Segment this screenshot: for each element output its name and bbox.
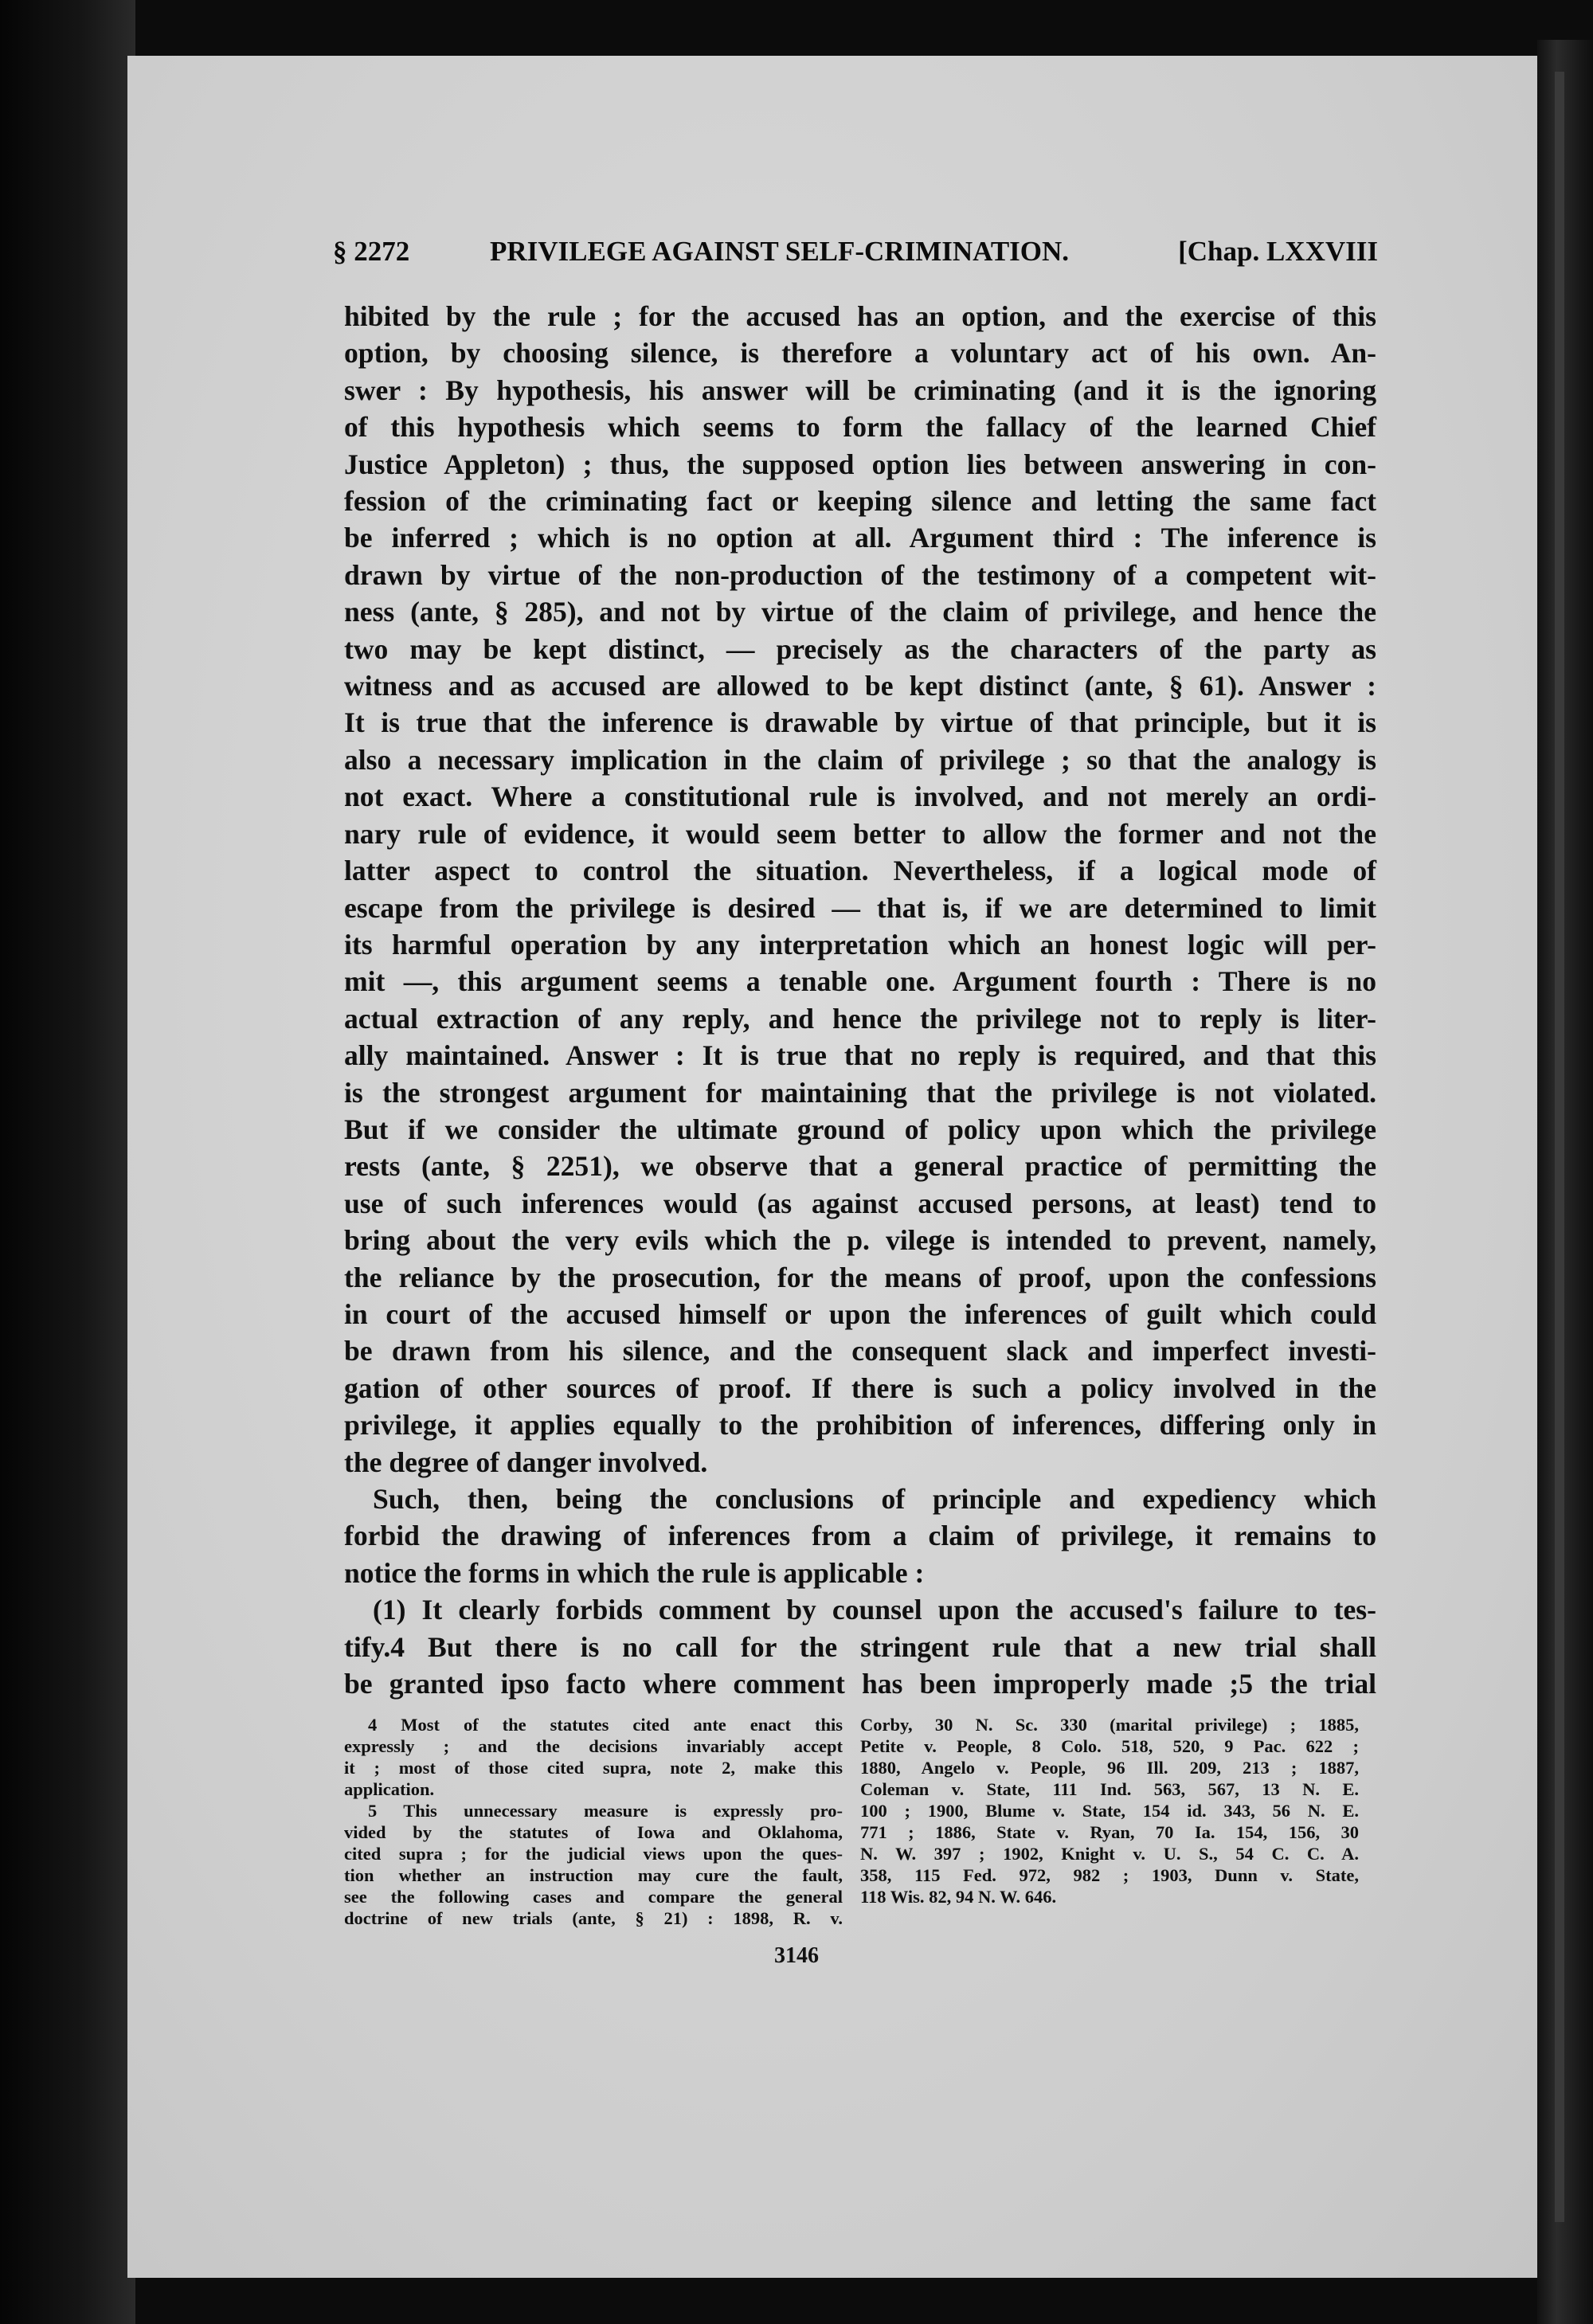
footnotes-right-column	[860, 1714, 1359, 1907]
body-line: ally maintained. Answer : It is true that no reply is required, and that this	[344, 1039, 1376, 1072]
header-title: PRIVILEGE AGAINST SELF-CRIMINATION.	[490, 236, 1070, 267]
footnote-line: tion whether an instruction may cure the fault,	[344, 1865, 843, 1885]
body-line: privilege, it applies equally to the prohibition of inferences, differing only in	[344, 1409, 1376, 1442]
body-line: hibited by the rule ; for the accused has an option, and the exercise of this	[344, 300, 1376, 332]
running-header	[333, 236, 1378, 276]
body-line: latter aspect to control the situation. Nevertheless, if a logical mode of	[344, 855, 1376, 887]
body-line: in court of the accused himself or upon the inferences of guilt which could	[344, 1297, 1376, 1330]
body-line: mit —, this argument seems a tenable one. Argument fourth : There is no	[344, 965, 1376, 998]
footnote-line: application.	[344, 1779, 435, 1799]
footnote-line: see the following cases and compare the general	[344, 1887, 843, 1907]
body-line: ness (ante, § 285), and not by virtue of the claim of privilege, and hence the	[344, 596, 1376, 628]
body-line: be granted ipso facto where comment has been improperly made ;5 the trial	[344, 1668, 1376, 1700]
body-line: gation of other sources of proof. If there is such a policy involved in the	[344, 1371, 1376, 1404]
body-line: its harmful operation by any interpretation which an honest logic will per-	[344, 928, 1376, 961]
footnote-line: it ; most of those cited supra, note 2, make this	[344, 1758, 843, 1778]
body-line: the degree of danger involved.	[344, 1446, 708, 1478]
body-line: escape from the privilege is desired — that is, if we are determined to limit	[344, 891, 1376, 924]
body-text	[344, 298, 1376, 1702]
body-line: swer : By hypothesis, his answer will be criminating (and it is the ignoring	[344, 374, 1376, 406]
footnote-line: N. W. 397 ; 1902, Knight v. U. S., 54 C. C. A.	[860, 1844, 1359, 1864]
footnote-line: Coleman v. State, 111 Ind. 563, 567, 13 N. E.	[860, 1779, 1359, 1799]
footnote-line: cited supra ; for the judicial views upon the ques-	[344, 1844, 843, 1864]
footnote-line: 358, 115 Fed. 972, 982 ; 1903, Dunn v. State,	[860, 1865, 1359, 1885]
binding-strip	[1555, 72, 1564, 2222]
body-line: also a necessary implication in the claim of privilege ; so that the analogy is	[344, 743, 1376, 776]
body-line: notice the forms in which the rule is applicable :	[344, 1556, 925, 1589]
footnotes-left-column	[344, 1714, 843, 1929]
footnote-line: 118 Wis. 82, 94 N. W. 646.	[860, 1887, 1057, 1907]
body-line: tify.4 But there is no call for the stringent rule that a new trial shall	[344, 1630, 1376, 1663]
body-line: not exact. Where a constitutional rule is involved, and not merely an ordi-	[344, 781, 1376, 813]
body-line: fession of the criminating fact or keeping silence and letting the same fact	[344, 485, 1376, 518]
body-line: (1) It clearly forbids comment by counsel upon the accused's failure to tes-	[373, 1594, 1376, 1626]
body-line: drawn by virtue of the non-production of the testimony of a competent wit-	[344, 558, 1376, 591]
body-line: two may be kept distinct, — precisely as the characters of the party as	[344, 632, 1376, 665]
footnote-line: Corby, 30 N. Sc. 330 (marital privilege) ; 1885,	[860, 1715, 1359, 1735]
body-line: Justice Appleton) ; thus, the supposed option lies between answering in con-	[344, 448, 1376, 480]
body-line: be inferred ; which is no option at all. Argument third : The inference is	[344, 522, 1376, 554]
body-line: forbid the drawing of inferences from a claim of privilege, it remains to	[344, 1520, 1376, 1552]
footnote-line: 4 Most of the statutes cited ante enact this	[368, 1715, 843, 1735]
body-line: the reliance by the prosecution, for the means of proof, upon the confessions	[344, 1261, 1376, 1293]
body-line: witness and as accused are allowed to be kept distinct (ante, § 61). Answer :	[344, 670, 1376, 702]
footnote-line: vided by the statutes of Iowa and Oklahoma,	[344, 1822, 843, 1842]
body-line: be drawn from his silence, and the consequent slack and imperfect investi-	[344, 1335, 1376, 1367]
left-book-shadow	[0, 0, 135, 2324]
body-line: rests (ante, § 2251), we observe that a general practice of permitting the	[344, 1150, 1376, 1183]
header-section-number: § 2272	[333, 236, 410, 267]
footnote-line: doctrine of new trials (ante, § 21) : 1898, R. v.	[344, 1908, 843, 1928]
footnote-line: Petite v. People, 8 Colo. 518, 520, 9 Pac. 622 ;	[860, 1736, 1359, 1756]
body-line: is the strongest argument for maintaining that the privilege is not violated.	[344, 1076, 1376, 1109]
footnote-line: 5 This unnecessary measure is expressly pro-	[368, 1801, 843, 1821]
body-line: actual extraction of any reply, and hence the privilege not to reply is liter-	[344, 1002, 1376, 1035]
right-page-edge	[1537, 40, 1593, 2324]
footnote-line: 1880, Angelo v. People, 96 Ill. 209, 213 ; 1887,	[860, 1758, 1359, 1778]
body-line: bring about the very evils which the p. vilege is intended to prevent, namely,	[344, 1224, 1376, 1257]
body-line: But if we consider the ultimate ground of policy upon which the privilege	[344, 1113, 1376, 1145]
body-line: option, by choosing silence, is therefore a voluntary act of his own. An-	[344, 337, 1376, 370]
body-line: Such, then, being the conclusions of principle and expediency which	[373, 1483, 1376, 1515]
body-line: It is true that the inference is drawable by virtue of that principle, but it is	[344, 706, 1376, 739]
footnote-line: expressly ; and the decisions invariably accept	[344, 1736, 843, 1756]
footnote-line: 771 ; 1886, State v. Ryan, 70 Ia. 154, 156, 30	[860, 1822, 1359, 1842]
body-line: nary rule of evidence, it would seem better to allow the former and not the	[344, 817, 1376, 850]
header-chapter: [Chap. LXXVIII	[1178, 236, 1378, 267]
body-line: use of such inferences would (as against accused persons, at least) tend to	[344, 1187, 1376, 1219]
body-line: of this hypothesis which seems to form the fallacy of the learned Chief	[344, 411, 1376, 444]
footnote-line: 100 ; 1900, Blume v. State, 154 id. 343, 56 N. E.	[860, 1801, 1359, 1821]
page-number: 3146	[774, 1943, 819, 1968]
